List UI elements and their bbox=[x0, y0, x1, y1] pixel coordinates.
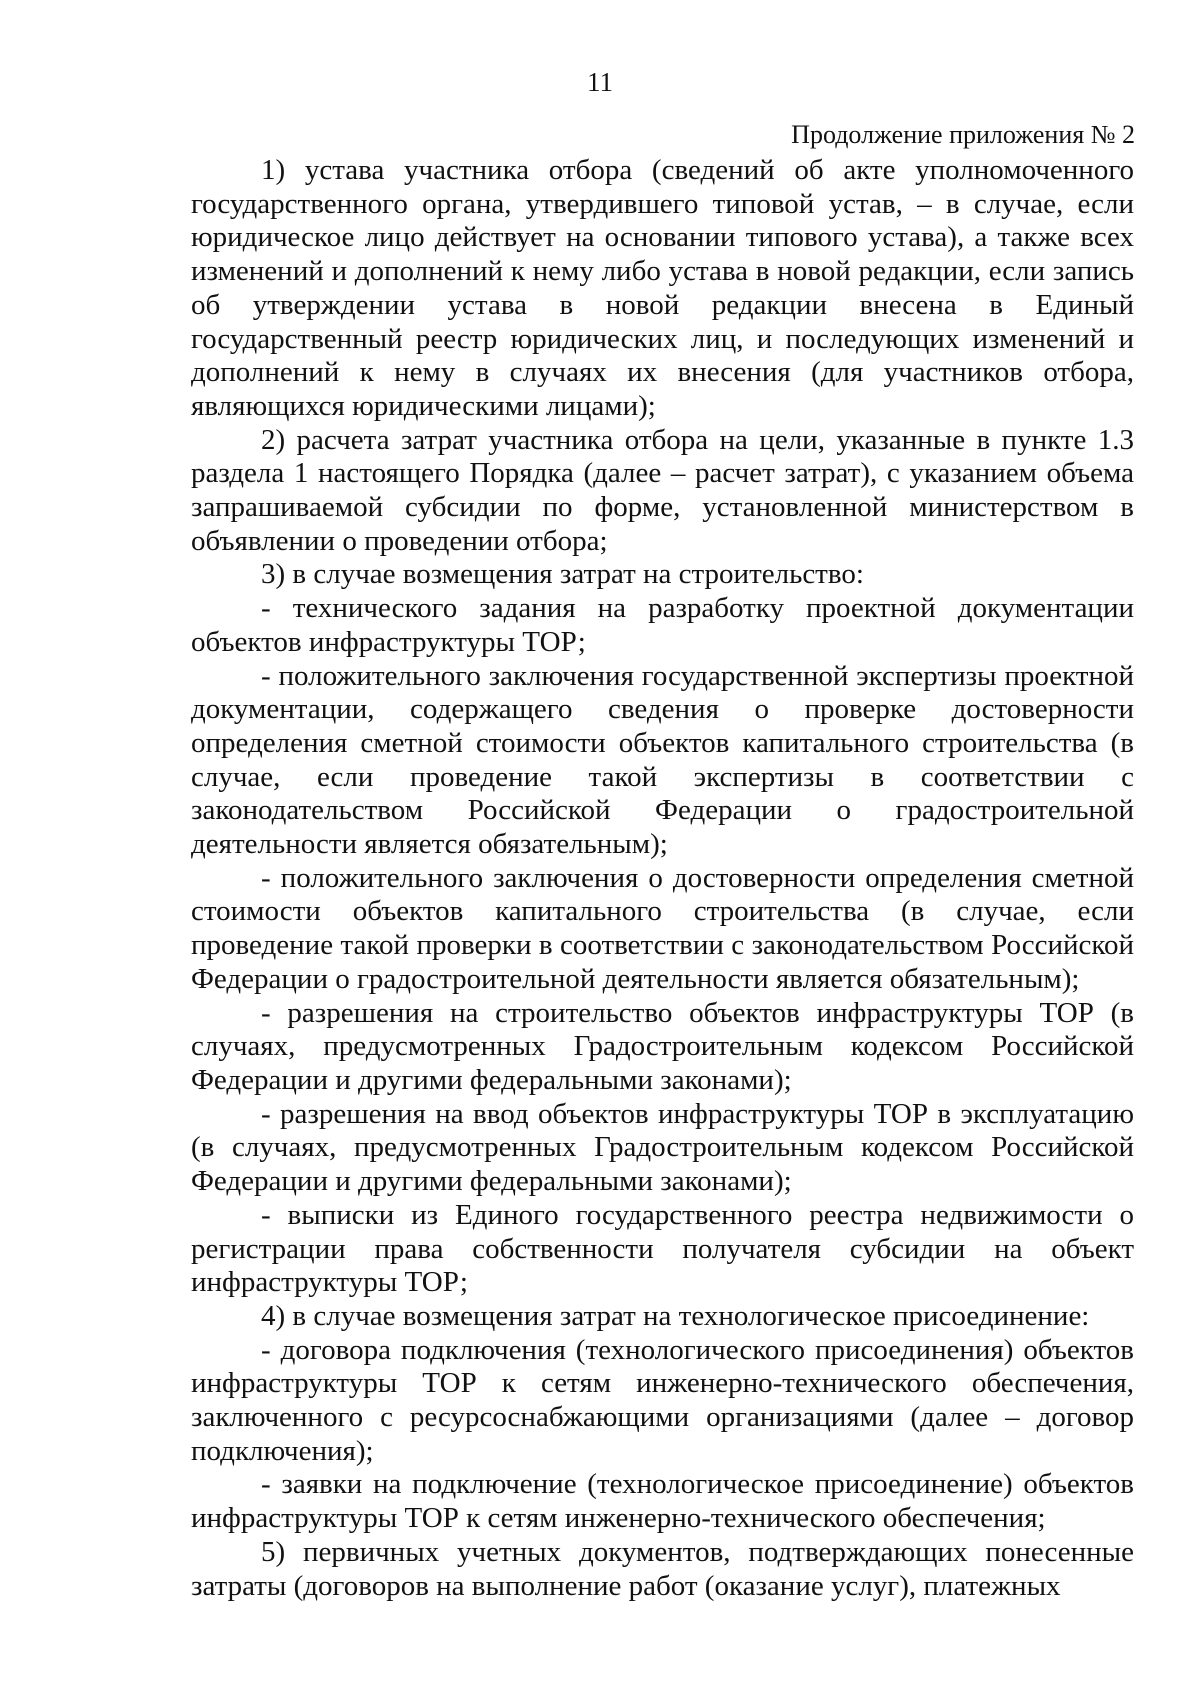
paragraph-registry-extract: - выписки из Единого государственного реестра недвижимости о регистрации права собственности получателя субсидии на объект инфраструктуры ТОР; bbox=[191, 1198, 1134, 1299]
paragraph-construction-permit: - разрешения на строительство объектов инфраструктуры ТОР (в случаях, предусмотренных Градостроительным кодексом Российской Федерации и другими федеральными законами); bbox=[191, 996, 1134, 1096]
paragraph-state-expertise: - положительного заключения государственной экспертизы проектной документации, содержащего сведения о проверке достоверности определения сметной стоимости объектов капитального строительства (в случае, если проведение такой экспертизы в соответствии с законодательством Российской Федерации о градостроительной деятельности является обязательным); bbox=[191, 659, 1134, 861]
paragraph-item-5: 5) первичных учетных документов, подтверждающих понесенные затраты (договоров на выполнение работ (оказание услуг), платежных bbox=[191, 1535, 1134, 1602]
document-body bbox=[191, 154, 1134, 1603]
paragraph-connection-application: - заявки на подключение (технологическое присоединение) объектов инфраструктуры ТОР к сетям инженерно-технического обеспечения; bbox=[191, 1468, 1134, 1535]
paragraph-item-2: 2) расчета затрат участника отбора на цели, указанные в пункте 1.3 раздела 1 настоящего Порядка (далее – расчет затрат), с указанием объема запрашиваемой субсидии по форме, установленной министерством в объявлении о проведении отбора; bbox=[191, 423, 1134, 557]
page-number: 11 bbox=[587, 67, 613, 97]
paragraph-item-4: 4) в случае возмещения затрат на технологическое присоединение: bbox=[261, 1299, 1090, 1332]
appendix-continuation-label: Продолжение приложения № 2 bbox=[791, 120, 1135, 149]
paragraph-technical-assignment: - технического задания на разработку проектной документации объектов инфраструктуры ТОР; bbox=[191, 592, 1134, 658]
paragraph-commissioning-permit: - разрешения на ввод объектов инфраструктуры ТОР в эксплуатацию (в случаях, предусмотренных Градостроительным кодексом Российской Федерации и другими федеральными законами); bbox=[191, 1097, 1134, 1198]
paragraph-item-1: 1) устава участника отбора (сведений об акте уполномоченного государственного органа, утвердившего типовой устав, – в случае, если юридическое лицо действует на основании типового устава), а также всех изменений и дополнений к нему либо устава в новой редакции, если запись об утверждении устава в новой редакции внесена в Единый государственный реестр юридических лиц, и последующих изменений и дополнений к нему в случаях их внесения (для участников отбора, являющихся юридическими лицами); bbox=[191, 154, 1134, 422]
paragraph-item-3: 3) в случае возмещения затрат на строительство: bbox=[261, 558, 864, 591]
paragraph-estimate-reliability: - положительного заключения о достоверности определения сметной стоимости объектов капитального строительства (в случае, если проведение такой проверки в соответствии с законодательством Российской Федерации о градостроительной деятельности является обязательным); bbox=[191, 861, 1134, 995]
paragraph-connection-contract: - договора подключения (технологического присоединения) объектов инфраструктуры ТОР к сетям инженерно-технического обеспечения, заключенного с ресурсоснабжающими организациями (далее – договор подключения); bbox=[191, 1333, 1134, 1467]
